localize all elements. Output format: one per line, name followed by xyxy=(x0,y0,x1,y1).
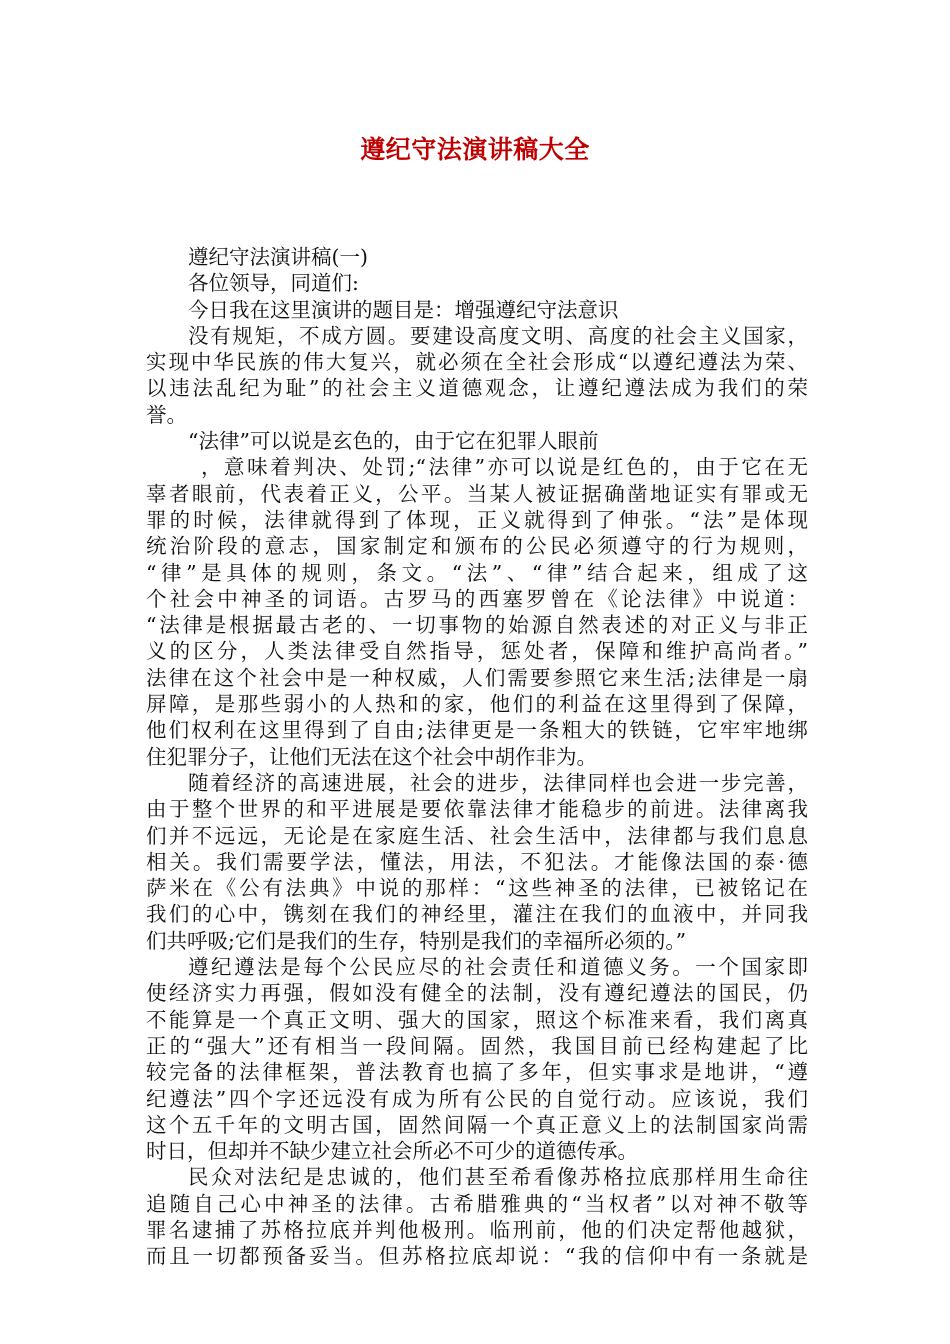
text-line: 我们的心中，镌刻在我们的神经里，灌注在我们的血液中，并同我 xyxy=(146,902,808,927)
text-line: 今日我在这里演讲的题目是：增强遵纪守法意识 xyxy=(188,297,619,322)
text-line: 追随自己心中神圣的法律。古希腊雅典的“当权者”以对神不敬等 xyxy=(146,1191,808,1216)
text-line: 较完备的法律框架，普法教育也搞了多年，但实事求是地讲，“遵 xyxy=(146,1060,808,1085)
text-line: 屏障，是那些弱小的人热和的家，他们的利益在这里得到了保障， xyxy=(146,692,808,717)
text-line: 罪名逮捕了苏格拉底并判他极刑。临刑前，他的们决定帮他越狱， xyxy=(146,1217,808,1242)
text-line: 义的区分，人类法律受自然指导，惩处者，保障和维护高尚者。” xyxy=(146,639,808,664)
text-line: 纪遵法”四个字还远没有成为所有公民的自觉行动。应该说，我们 xyxy=(146,1086,808,1111)
document-title: 遵纪守法演讲稿大全 xyxy=(360,135,590,164)
text-line: 誉。 xyxy=(146,402,187,427)
text-line: “律”是具体的规则，条文。“法”、“律”结合起来，组成了这 xyxy=(146,560,808,585)
text-line: 遵纪遵法是每个公民应尽的社会责任和道德义务。一个国家即 xyxy=(188,955,808,980)
text-line: 以违法乱纪为耻”的社会主义道德观念，让遵纪遵法成为我们的荣 xyxy=(146,376,808,401)
text-line: 时日，但却并不缺少建立社会所必不可少的道德传承。 xyxy=(146,1139,638,1164)
text-line: 不能算是一个真正文明、强大的国家，照这个标准来看，我们离真 xyxy=(146,1007,808,1032)
text-line: “法律”可以说是玄色的，由于它在犯罪人眼前 xyxy=(188,429,599,454)
text-line: ，意味着判决、处罚;“法律”亦可以说是红色的，由于它在无 xyxy=(201,455,808,480)
text-line: 随着经济的高速进展，社会的进步，法律同样也会进一步完善， xyxy=(188,770,808,795)
text-line: 个社会中神圣的词语。古罗马的西塞罗曾在《论法律》中说道： xyxy=(146,586,808,611)
text-line: 们并不远远，无论是在家庭生活、社会生活中，法律都与我们息息 xyxy=(146,823,808,848)
text-line: 萨米在《公有法典》中说的那样：“这些神圣的法律，已被铭记在 xyxy=(146,876,808,901)
text-line: 正的“强大”还有相当一段间隔。固然，我国目前已经构建起了比 xyxy=(146,1033,808,1058)
text-line: 使经济实力再强，假如没有健全的法制，没有遵纪遵法的国民，仍 xyxy=(146,981,808,1006)
text-line: “法律是根据最古老的、一切事物的始源自然表述的对正义与非正 xyxy=(146,613,808,638)
text-line: 而且一切都预备妥当。但苏格拉底却说：“我的信仰中有一条就是 xyxy=(146,1244,808,1269)
text-line: 他们权利在这里得到了自由;法律更是一条粗大的铁链，它牢牢地绑 xyxy=(146,718,808,743)
text-line: 没有规矩，不成方圆。要建设高度文明、高度的社会主义国家， xyxy=(188,323,808,348)
document-body xyxy=(146,244,808,1270)
text-line: 住犯罪分子，让他们无法在这个社会中胡作非为。 xyxy=(146,744,597,769)
text-line: 统治阶段的意志，国家制定和颁布的公民必须遵守的行为规则， xyxy=(146,534,808,559)
text-line: 各位领导，同道们: xyxy=(188,271,359,296)
text-line: 遵纪守法演讲稿(一) xyxy=(188,245,368,269)
text-line: 罪的时候，法律就得到了体现，正义就得到了伸张。“法”是体现 xyxy=(146,507,808,532)
text-line: 辜者眼前，代表着正义，公平。当某人被证据确凿地证实有罪或无 xyxy=(146,481,808,506)
text-line: 法律在这个社会中是一种权威，人们需要参照它来生活;法律是一扇 xyxy=(146,665,808,690)
text-line: 实现中华民族的伟大复兴，就必须在全社会形成“以遵纪遵法为荣、 xyxy=(146,350,808,375)
text-line: 们共呼吸;它们是我们的生存，特别是我们的幸福所必须的。” xyxy=(146,928,687,953)
text-line: 这个五千年的文明古国，固然间隔一个真正意义上的法制国家尚需 xyxy=(146,1112,808,1137)
text-line: 相关。我们需要学法，懂法，用法，不犯法。才能像法国的泰·德 xyxy=(146,849,808,874)
text-line: 由于整个世界的和平进展是要依靠法律才能稳步的前进。法律离我 xyxy=(146,797,808,822)
text-line: 民众对法纪是忠诚的，他们甚至希看像苏格拉底那样用生命往 xyxy=(188,1165,808,1190)
